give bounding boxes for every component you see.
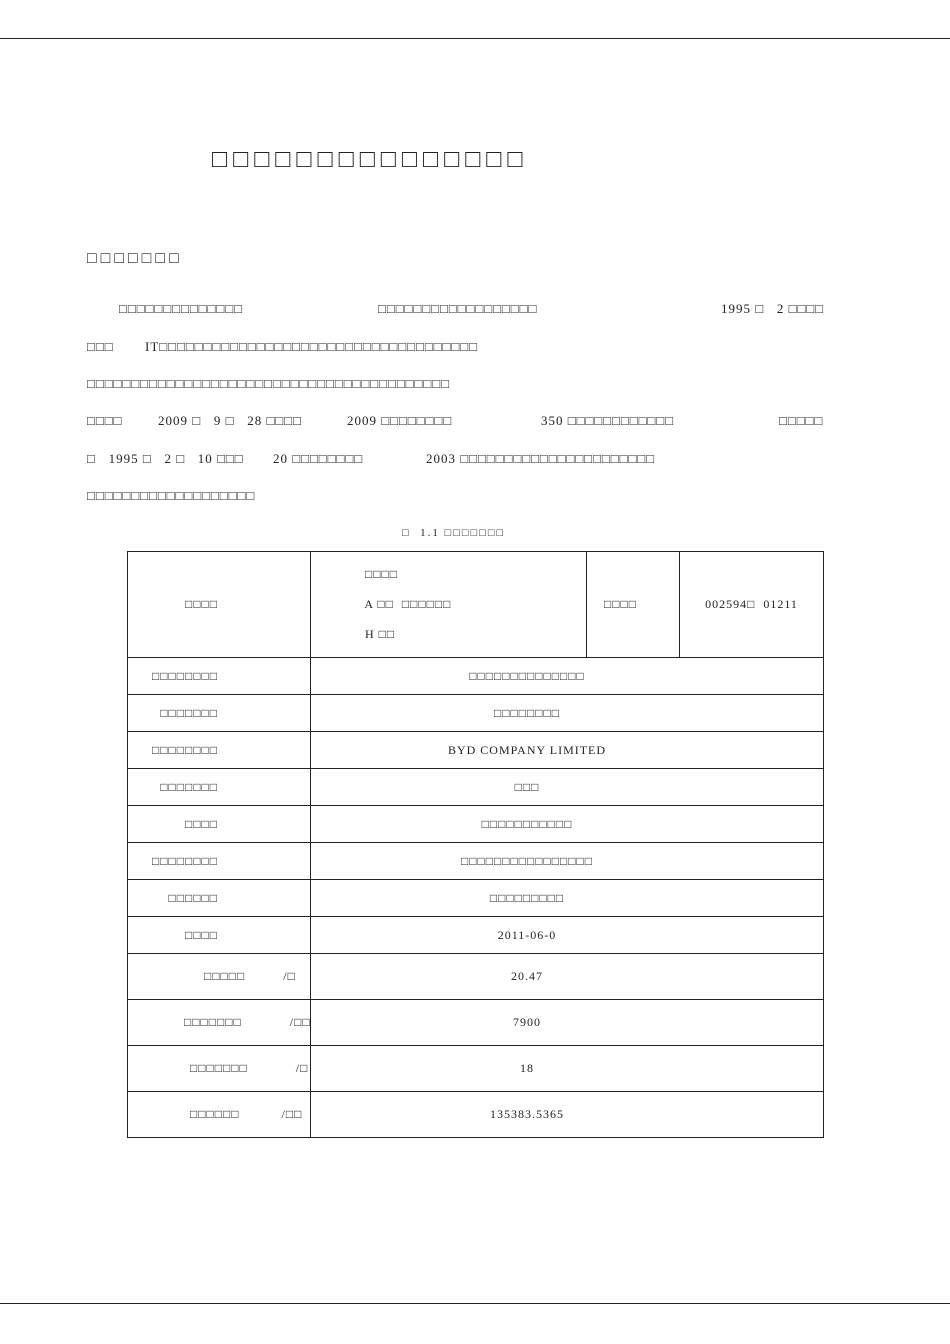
table-cell-label: □□□□□□□□	[128, 843, 311, 880]
table-cell-label: □□□□□□	[128, 880, 311, 917]
table-cell-value: 7900	[311, 1000, 824, 1046]
table-row	[128, 695, 824, 732]
table-cell-value: 20.47	[311, 954, 824, 1000]
table-cell-value: □□□□□□□□□□□□□□□□	[311, 843, 824, 880]
paragraph-text: 350 □□□□□□□□□□□□	[541, 413, 674, 428]
table-row	[128, 806, 824, 843]
cell-unit: /□□	[289, 1015, 311, 1029]
paragraph-text: □□□□□□□□□□□□□□	[119, 301, 243, 316]
bottom-rule	[0, 1303, 950, 1304]
cell-unit: /□	[283, 969, 296, 983]
table-cell: 002594□ 01211	[680, 552, 824, 658]
table-cell: □□□□	[587, 552, 680, 658]
cell-unit: /□□	[281, 1107, 303, 1121]
paragraph-text: IT□□□□□□□□□□□□□□□□□□□□□□□□□□□□□□□□□□□□	[145, 339, 478, 354]
cell-unit: /□	[295, 1061, 309, 1075]
table-cell-label	[128, 1046, 311, 1092]
table-cell-label: □□□□□□□	[128, 695, 311, 732]
table-row	[128, 843, 824, 880]
paragraph-text: □□□□□□□□□□□□□□□□□□	[378, 301, 538, 316]
paragraph-text: 2003 □□□□□□□□□□□□□□□□□□□□□□	[426, 451, 655, 466]
table-cell-label: □□□□	[128, 917, 311, 954]
table-cell-value: □□□□□□□□□	[311, 880, 824, 917]
paragraph-text: 2009 □ 9 □ 28 □□□□	[158, 413, 302, 428]
table-row	[128, 1046, 824, 1092]
cell-text: □□□□□□	[190, 1107, 240, 1121]
section-heading: □□□□□□□	[87, 250, 183, 267]
company-info-table	[127, 551, 824, 1138]
table-cell-label: □□□□□□□	[128, 769, 311, 806]
table-cell-value: BYD COMPANY LIMITED	[311, 732, 824, 769]
table-cell-value: 2011-06-0	[311, 917, 824, 954]
table-cell-value: □□□□□□□□□□□□□□	[311, 658, 824, 695]
table-cell	[311, 552, 587, 658]
table-cell-value: □□□□□□□□	[311, 695, 824, 732]
table-cell-label: □□□□□□□□	[128, 658, 311, 695]
paragraph-text: □ 1995 □ 2 □ 10 □□□	[87, 451, 244, 466]
table-row	[128, 1092, 824, 1138]
table-row	[128, 917, 824, 954]
top-rule	[0, 38, 950, 39]
table-cell-value: □□□□□□□□□□□	[311, 806, 824, 843]
table-cell-value: □□□	[311, 769, 824, 806]
table-cell-label: □□□□□□□□	[128, 732, 311, 769]
paragraph-text: □□□	[87, 339, 114, 354]
table-cell-label	[128, 954, 311, 1000]
table-cell-label: □□□□	[128, 806, 311, 843]
table-caption: □ 1.1 □□□□□□□	[402, 527, 506, 539]
table-row	[128, 552, 824, 658]
table-cell-value: 135383.5365	[311, 1092, 824, 1138]
cell-text: □□□□	[365, 567, 398, 581]
cell-text: □□□□□	[204, 969, 246, 983]
cell-text: A □□ □□□□□□	[364, 597, 452, 611]
table-cell-value: 18	[311, 1046, 824, 1092]
table-cell-label: □□□□	[128, 552, 311, 658]
document-title: □□□□□□□□□□□□□□□	[212, 146, 529, 173]
table-cell-label	[128, 1000, 311, 1046]
table-row	[128, 954, 824, 1000]
cell-text: H □□	[365, 627, 396, 641]
paragraph-text: □□□□□□□□□□□□□□□□□□□□□□□□□□□□□□□□□□□□□□□□□	[87, 376, 450, 391]
table-row	[128, 880, 824, 917]
paragraph-text: □□□□□□□□□□□□□□□□□□□	[87, 488, 256, 503]
table-row	[128, 658, 824, 695]
cell-text: □□□□□□□	[190, 1061, 248, 1075]
table-row	[128, 732, 824, 769]
paragraph-text: 2009 □□□□□□□□	[347, 413, 453, 428]
cell-text: □□□□□□□	[184, 1015, 242, 1029]
table-cell-label	[128, 1092, 311, 1138]
paragraph-text: 1995 □ 2 □□□□	[721, 301, 825, 316]
table-row	[128, 1000, 824, 1046]
table-row	[128, 769, 824, 806]
paragraph-text: □□□□	[87, 413, 123, 428]
paragraph-text: 20 □□□□□□□□	[273, 451, 364, 466]
paragraph-text: □□□□□	[779, 413, 824, 428]
